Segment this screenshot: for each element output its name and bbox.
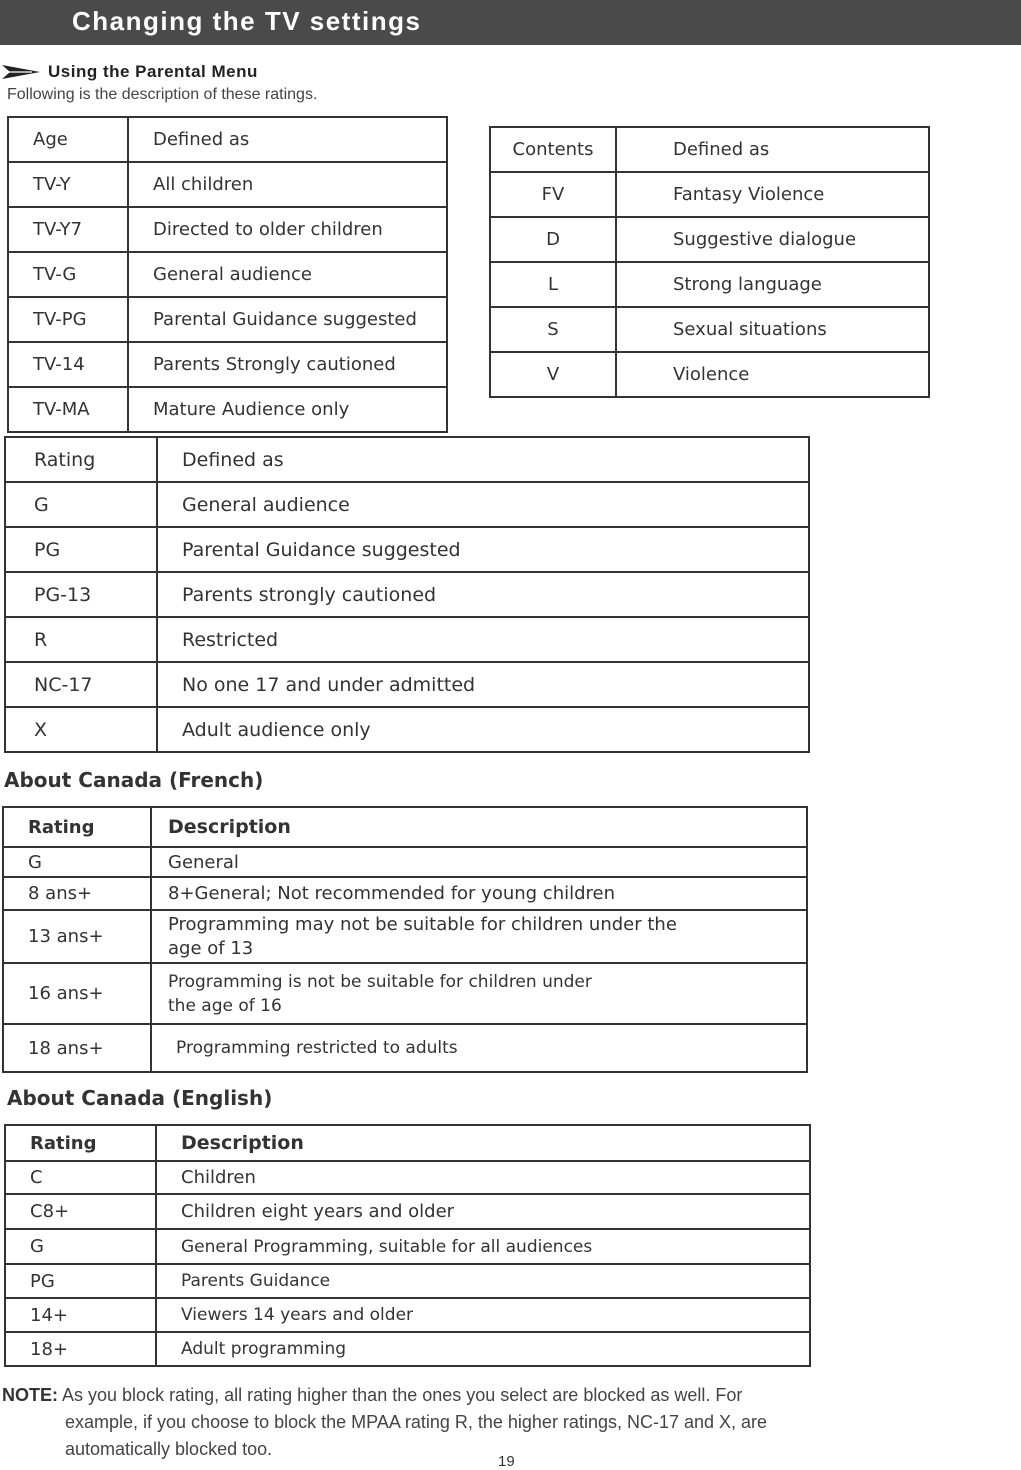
rating-cell: X: [5, 707, 157, 752]
definition-cell: Strong language: [616, 262, 929, 307]
table-row: [490, 262, 929, 307]
table-header-cell: Defined as: [128, 117, 447, 162]
table-row: [5, 707, 809, 752]
rating-cell: TV-MA: [8, 387, 128, 432]
table-header-cell: Rating: [5, 437, 157, 482]
table-row: [8, 342, 447, 387]
definition-cell: All children: [128, 162, 447, 207]
table-row: [8, 207, 447, 252]
rating-cell: TV-14: [8, 342, 128, 387]
definition-cell: No one 17 and under admitted: [157, 662, 809, 707]
rating-cell: PG: [5, 527, 157, 572]
definition-cell: General audience: [128, 252, 447, 297]
table-row: [3, 877, 807, 910]
rating-cell: TV-Y7: [8, 207, 128, 252]
description-cell: Programming is not be suitable for children under the age of 16: [151, 963, 807, 1024]
table-row: [3, 847, 807, 877]
canada-english-rating-table: [4, 1124, 811, 1367]
definition-cell: Mature Audience only: [128, 387, 447, 432]
table-row: [8, 387, 447, 432]
table-header-cell: Description: [156, 1125, 810, 1161]
mpaa-rating-table: [4, 436, 810, 753]
canada-french-rating-table: [2, 806, 808, 1073]
table-header-row: [490, 127, 929, 172]
content-code-cell: V: [490, 352, 616, 397]
table-header-cell: Contents: [490, 127, 616, 172]
intro-text: Following is the description of these ratings.: [7, 86, 318, 103]
rating-cell: TV-G: [8, 252, 128, 297]
note-paragraph: [2, 1382, 862, 1463]
table-header-cell: Rating: [5, 1125, 156, 1161]
table-row: [5, 662, 809, 707]
table-row: [5, 617, 809, 662]
definition-cell: Parents Strongly cautioned: [128, 342, 447, 387]
rating-cell: 18 ans+: [3, 1024, 151, 1072]
rating-cell: PG: [5, 1264, 156, 1298]
definition-cell: Adult audience only: [157, 707, 809, 752]
rating-cell: NC-17: [5, 662, 157, 707]
description-cell: Programming may not be suitable for children under the age of 13: [151, 910, 807, 963]
description-cell: Viewers 14 years and older: [156, 1298, 810, 1332]
definition-cell: Fantasy Violence: [616, 172, 929, 217]
note-line: automatically blocked too.: [65, 1439, 273, 1459]
table-row: [3, 963, 807, 1024]
table-row: [5, 527, 809, 572]
tv-age-rating-table: [7, 116, 448, 433]
header-bar: [0, 0, 1021, 45]
rating-cell: 14+: [5, 1298, 156, 1332]
note-label: NOTE:: [2, 1385, 58, 1405]
table-header-cell: Age: [8, 117, 128, 162]
table-header-cell: Defined as: [157, 437, 809, 482]
content-code-cell: FV: [490, 172, 616, 217]
table-header-cell: Description: [151, 807, 807, 847]
table-header-cell: Rating: [3, 807, 151, 847]
canada-french-heading: About Canada (French): [4, 768, 264, 792]
table-header-row: [3, 807, 807, 847]
table-header-row: [5, 1125, 810, 1161]
rating-cell: G: [5, 1229, 156, 1264]
rating-cell: R: [5, 617, 157, 662]
table-row: [490, 217, 929, 262]
definition-cell: Restricted: [157, 617, 809, 662]
definition-cell: Directed to older children: [128, 207, 447, 252]
rating-cell: PG-13: [5, 572, 157, 617]
rating-cell: G: [5, 482, 157, 527]
description-cell: Children: [156, 1161, 810, 1194]
rating-cell: 8 ans+: [3, 877, 151, 910]
description-cell: General: [151, 847, 807, 877]
content-code-cell: S: [490, 307, 616, 352]
table-row: [8, 252, 447, 297]
description-cell: 8+General; Not recommended for young children: [151, 877, 807, 910]
table-row: [5, 482, 809, 527]
table-row: [5, 1332, 810, 1366]
canada-english-heading: About Canada (English): [7, 1086, 273, 1110]
rating-cell: 13 ans+: [3, 910, 151, 963]
table-header-row: [5, 437, 809, 482]
content-code-cell: D: [490, 217, 616, 262]
definition-cell: Parental Guidance suggested: [128, 297, 447, 342]
arrow-icon: [2, 65, 40, 79]
table-header-row: [8, 117, 447, 162]
description-cell: Children eight years and older: [156, 1194, 810, 1229]
table-row: [8, 297, 447, 342]
rating-cell: 16 ans+: [3, 963, 151, 1024]
table-row: [3, 910, 807, 963]
table-row: [5, 1229, 810, 1264]
content-code-cell: L: [490, 262, 616, 307]
table-row: [5, 1298, 810, 1332]
rating-cell: TV-Y: [8, 162, 128, 207]
table-header-cell: Defined as: [616, 127, 929, 172]
definition-cell: Parental Guidance suggested: [157, 527, 809, 572]
tv-contents-table: [489, 126, 930, 398]
definition-cell: Sexual situations: [616, 307, 929, 352]
rating-cell: C8+: [5, 1194, 156, 1229]
description-cell: General Programming, suitable for all audiences: [156, 1229, 810, 1264]
section-title: Using the Parental Menu: [48, 62, 258, 81]
table-row: [5, 1264, 810, 1298]
rating-cell: C: [5, 1161, 156, 1194]
note-line: example, if you choose to block the MPAA rating R, the higher ratings, NC-17 and X, are: [65, 1412, 768, 1432]
table-row: [3, 1024, 807, 1072]
rating-cell: 18+: [5, 1332, 156, 1366]
description-cell: Adult programming: [156, 1332, 810, 1366]
table-row: [8, 162, 447, 207]
table-row: [5, 572, 809, 617]
rating-cell: G: [3, 847, 151, 877]
rating-cell: TV-PG: [8, 297, 128, 342]
table-row: [490, 307, 929, 352]
table-row: [5, 1194, 810, 1229]
page-number: 19: [498, 1453, 515, 1470]
table-row: [490, 352, 929, 397]
definition-cell: Violence: [616, 352, 929, 397]
definition-cell: General audience: [157, 482, 809, 527]
page-title: Changing the TV settings: [72, 6, 422, 36]
table-row: [5, 1161, 810, 1194]
definition-cell: Suggestive dialogue: [616, 217, 929, 262]
description-cell: Programming restricted to adults: [151, 1024, 807, 1072]
description-cell: Parents Guidance: [156, 1264, 810, 1298]
table-row: [490, 172, 929, 217]
note-line: As you block rating, all rating higher than the ones you select are blocked as well. For: [62, 1385, 743, 1405]
definition-cell: Parents strongly cautioned: [157, 572, 809, 617]
